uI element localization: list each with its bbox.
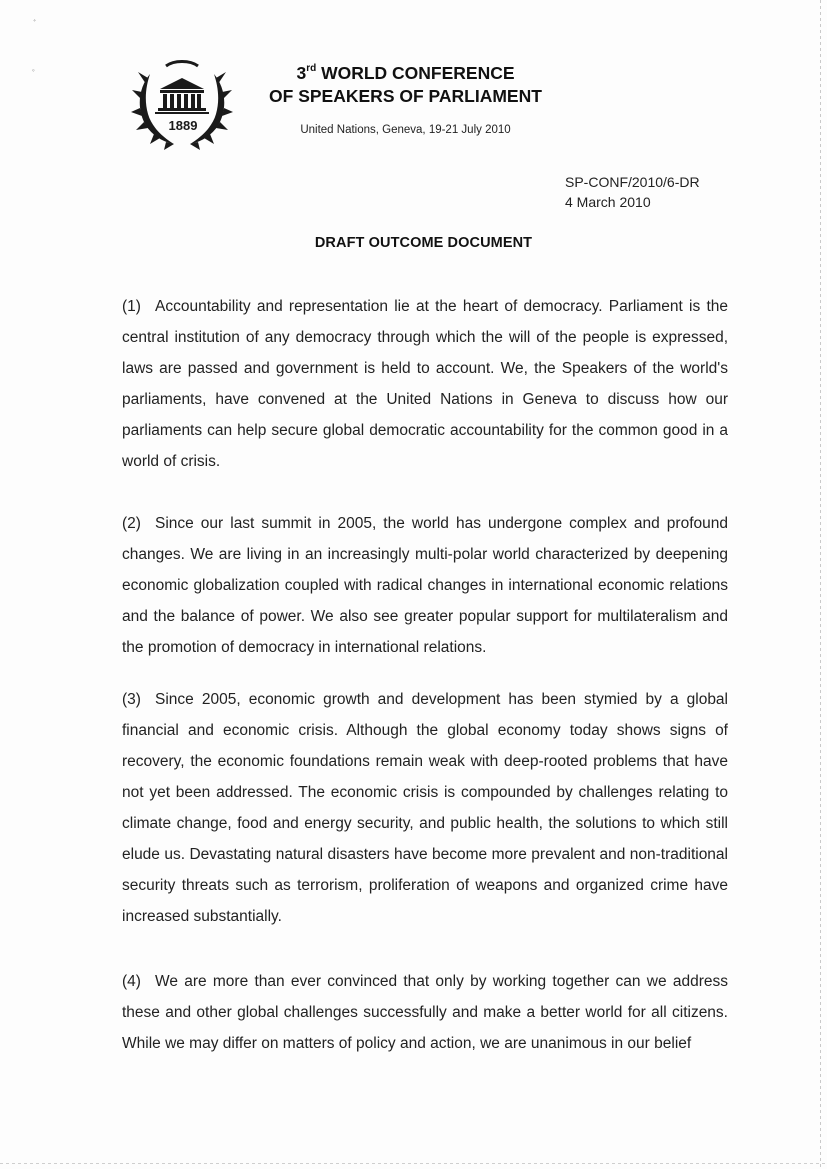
conference-title [268,62,543,108]
ipu-emblem-icon [130,56,234,152]
conference-title-line2: OF SPEAKERS OF PARLIAMENT [269,86,542,106]
conference-title-rest: WORLD CONFERENCE [316,63,515,83]
paragraph-number: (4) [122,973,141,990]
paragraph-text: Since 2005, economic growth and development has been stymied by a global financial and economic crisis. Although the global economy today shows signs of recovery, the economic foundations remain weak with deep-rooted problems that have not yet been addressed. The economic crisis is compounded by challenges relating to climate change, food and energy security, and public health, the solutions to which still elude us. Devastating natural disasters have become more prevalent and non-traditional security threats such as terrorism, proliferation of weapons and organized crime have increased substantially. [122,691,728,925]
document-code: SP-CONF/2010/6-DR [565,174,700,190]
document-title: DRAFT OUTCOME DOCUMENT [314,235,533,251]
conference-ordinal: rd [306,63,317,75]
emblem-year: 1889 [168,118,198,133]
paragraph [122,508,728,663]
paragraph-text: Since our last summit in 2005, the world has undergone complex and profound changes. We are living in an increasingly multi-polar world characterized by deepening economic globalization coupled with radical changes in international economic relations and the balance of power. We also see greater popular support for multilateralism and the promotion of democracy in international relations. [122,515,728,656]
scan-edge-line [0,1163,827,1164]
conference-number: 3 [296,63,307,83]
scan-speck: ﾞ [33,19,38,29]
paragraph-number: (3) [122,691,141,708]
document-date: 4 March 2010 [565,194,651,210]
ipu-emblem [130,56,234,152]
conference-venue: United Nations, Geneva, 19-21 July 2010 [300,124,511,136]
scan-edge-line [820,0,821,1169]
document-reference [565,172,700,212]
paragraph-number: (2) [122,515,141,532]
conference-title-line1 [268,62,543,85]
paragraph-text: Accountability and representation lie at the heart of democracy. Parliament is the central institution of any democracy through which the will of the people is expressed, laws are passed and government is held to account. We, the Speakers of the world's parliaments, have convened at the United Nations in Geneva to discuss how our parliaments can help secure global democratic accountability for the common good in a world of crisis. [122,298,728,470]
paragraph [122,291,728,477]
paragraph-text: We are more than ever convinced that only by working together can we address these and other global challenges successfully and make a better world for all citizens. While we may differ on matters of policy and action, we are unanimous in our belief [122,973,728,1052]
paragraph [122,684,728,932]
paragraph-number: (1) [122,298,141,315]
paragraph [122,966,728,1059]
scan-speck: ﾟ [32,69,37,79]
